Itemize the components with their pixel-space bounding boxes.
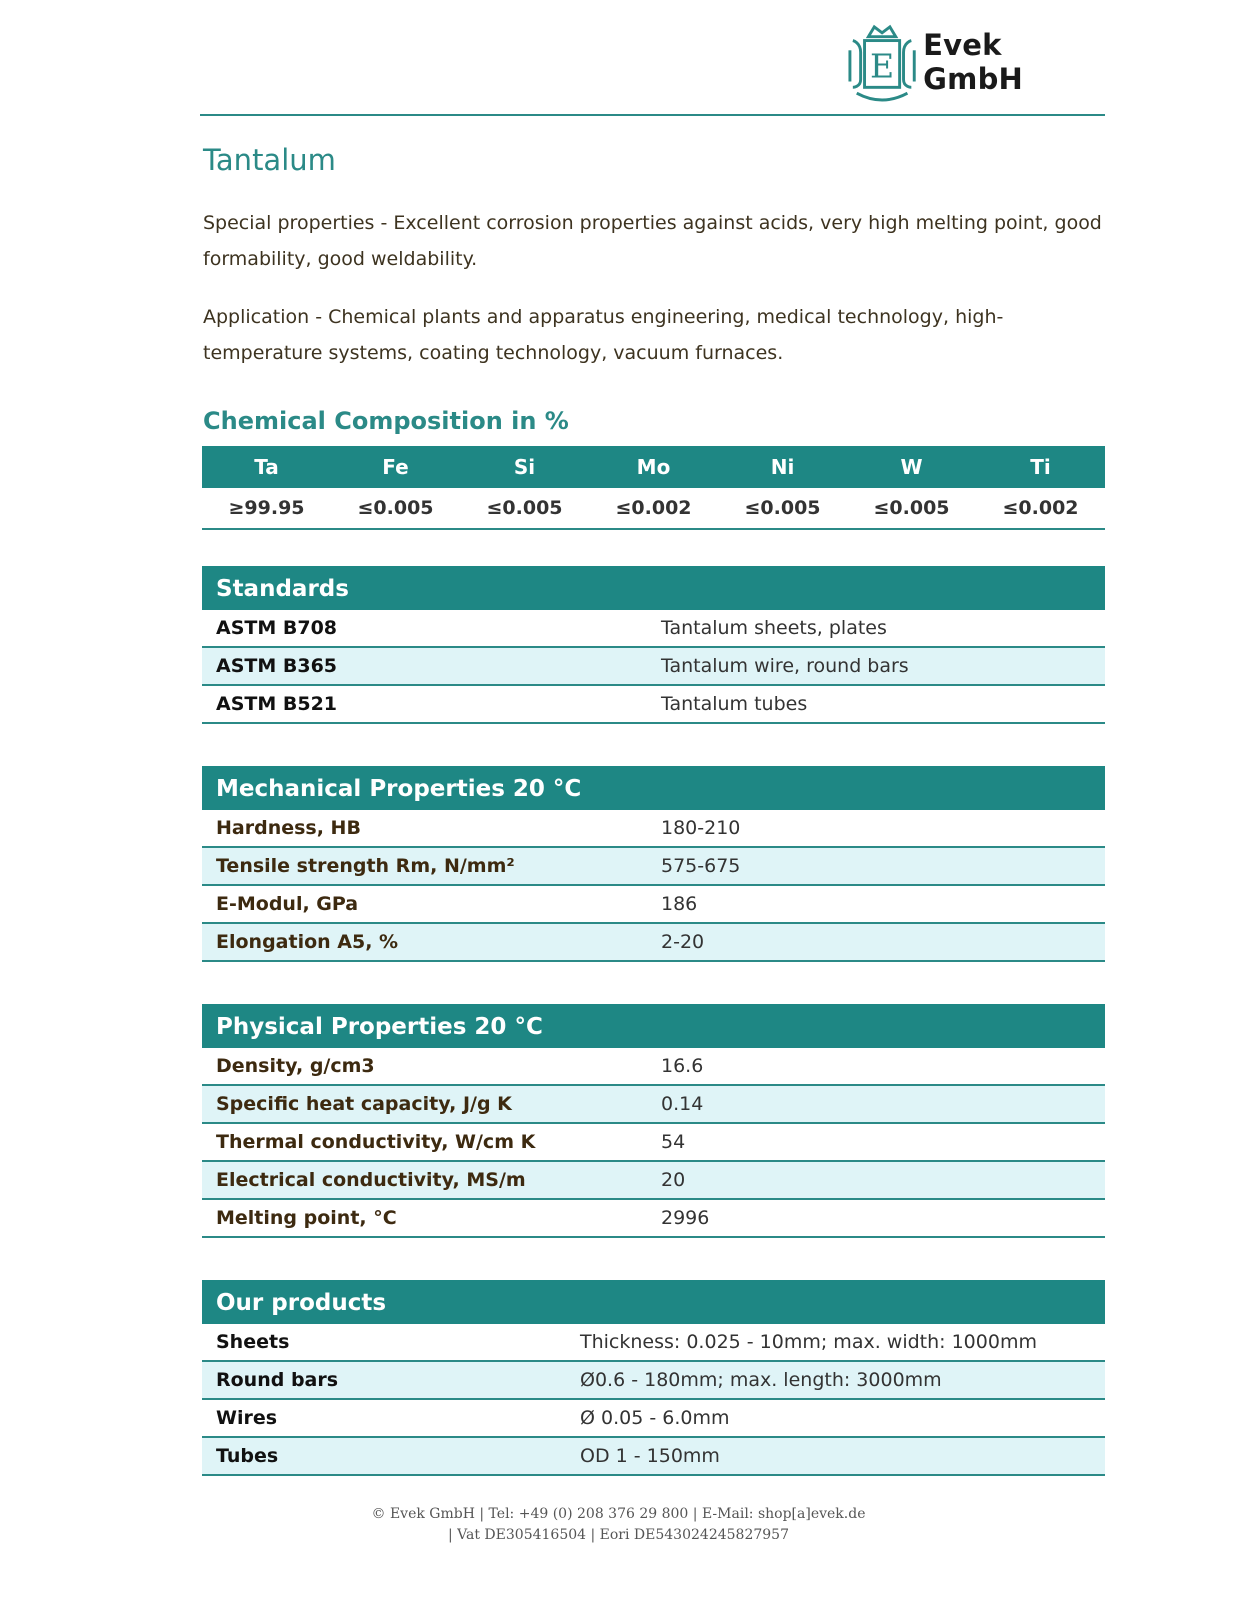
- row-key: Tubes: [216, 1445, 279, 1467]
- standards-heading: Standards: [202, 566, 1105, 610]
- table-row: [202, 1324, 1105, 1362]
- chem-col-w: W: [847, 446, 976, 488]
- row-value: 20: [661, 1169, 686, 1191]
- row-value: 186: [661, 893, 698, 915]
- table-row: [202, 886, 1105, 924]
- row-value: 2-20: [661, 931, 705, 953]
- special-properties-text: Special properties - Excellent corrosion properties against acids, very high melting point, good formability, good weldability.: [203, 212, 1102, 270]
- application-text: Application - Chemical plants and apparatus engineering, medical technology, high-temperature systems, coating technology, vacuum furnaces.: [203, 306, 1004, 364]
- intro: [203, 135, 1103, 435]
- table-row: [202, 1124, 1105, 1162]
- row-value: Thickness: 0.025 - 10mm; max. width: 1000mm: [580, 1331, 1037, 1353]
- table-row: [202, 1438, 1105, 1476]
- mechanical-properties-table: [202, 766, 1105, 962]
- company-logo: [847, 22, 1107, 102]
- row-value: 54: [661, 1131, 686, 1153]
- row-value: Tantalum wire, round bars: [661, 655, 909, 677]
- footer: [0, 1504, 1237, 1546]
- chem-val-ta: ≥99.95: [202, 488, 331, 529]
- table-row: [202, 1362, 1105, 1400]
- chem-val-ni: ≤0.005: [718, 488, 847, 529]
- table-row: [202, 1162, 1105, 1200]
- chem-val-ti: ≤0.002: [976, 488, 1105, 529]
- row-value: Ø 0.05 - 6.0mm: [580, 1407, 730, 1429]
- row-key: Sheets: [216, 1331, 290, 1353]
- physical-heading: Physical Properties 20 °C: [202, 1004, 1105, 1048]
- row-key: ASTM B365: [216, 655, 338, 677]
- page-title: Tantalum: [203, 143, 336, 177]
- row-value: 180-210: [661, 817, 741, 839]
- chem-col-si: Si: [460, 446, 589, 488]
- products-heading: Our products: [202, 1280, 1105, 1324]
- chem-col-ta: Ta: [202, 446, 331, 488]
- chem-val-si: ≤0.005: [460, 488, 589, 529]
- row-value: 0.14: [661, 1093, 704, 1115]
- row-key: E-Modul, GPa: [216, 893, 359, 915]
- table-row: [202, 810, 1105, 848]
- row-value: 16.6: [661, 1055, 704, 1077]
- table-header-row: [202, 446, 1105, 488]
- table-row: [202, 648, 1105, 686]
- row-value: 575-675: [661, 855, 741, 877]
- row-key: Melting point, °C: [216, 1207, 397, 1229]
- company-name: Evek GmbH: [923, 28, 1024, 96]
- svg-text:E: E: [869, 46, 895, 86]
- mechanical-heading: Mechanical Properties 20 °C: [202, 766, 1105, 810]
- chemical-composition-table: [202, 446, 1105, 530]
- products-table: [202, 1280, 1105, 1476]
- table-row: [202, 924, 1105, 962]
- table-row: [202, 1048, 1105, 1086]
- table-row: [202, 1200, 1105, 1238]
- row-value: Tantalum tubes: [661, 693, 808, 715]
- chem-heading: Chemical Composition in %: [203, 407, 569, 435]
- table-row: [202, 686, 1105, 724]
- chem-col-mo: Mo: [589, 446, 718, 488]
- row-key: Hardness, HB: [216, 817, 361, 839]
- row-key: Specific heat capacity, J/g K: [216, 1093, 512, 1115]
- table-row: [202, 610, 1105, 648]
- row-key: Electrical conductivity, MS/m: [216, 1169, 526, 1191]
- chem-col-fe: Fe: [331, 446, 460, 488]
- row-value: OD 1 - 150mm: [580, 1445, 720, 1467]
- chem-val-w: ≤0.005: [847, 488, 976, 529]
- row-key: Round bars: [216, 1369, 339, 1391]
- crest-icon: [847, 22, 917, 102]
- table-row: [202, 488, 1105, 529]
- footer-registration-line: | Vat DE305416504 | Eori DE543024245827957: [448, 1527, 789, 1543]
- chem-val-fe: ≤0.005: [331, 488, 460, 529]
- row-key: Density, g/cm3: [216, 1055, 375, 1077]
- table-row: [202, 848, 1105, 886]
- header-divider: [200, 114, 1105, 116]
- row-value: Ø0.6 - 180mm; max. length: 3000mm: [580, 1369, 942, 1391]
- physical-properties-table: [202, 1004, 1105, 1238]
- row-key: ASTM B521: [216, 693, 338, 715]
- row-value: Tantalum sheets, plates: [661, 617, 887, 639]
- table-row: [202, 1400, 1105, 1438]
- standards-table: [202, 566, 1105, 724]
- chem-col-ni: Ni: [718, 446, 847, 488]
- table-row: [202, 1086, 1105, 1124]
- row-key: Wires: [216, 1407, 278, 1429]
- row-key: Thermal conductivity, W/cm K: [216, 1131, 536, 1153]
- row-key: ASTM B708: [216, 617, 338, 639]
- row-key: Tensile strength Rm, N/mm²: [216, 855, 515, 877]
- chem-col-ti: Ti: [976, 446, 1105, 488]
- row-key: Elongation A5, %: [216, 931, 399, 953]
- footer-contact-line: © Evek GmbH | Tel: +49 (0) 208 376 29 800 | E-Mail: shop[a]evek.de: [371, 1506, 866, 1522]
- chem-val-mo: ≤0.002: [589, 488, 718, 529]
- row-value: 2996: [661, 1207, 710, 1229]
